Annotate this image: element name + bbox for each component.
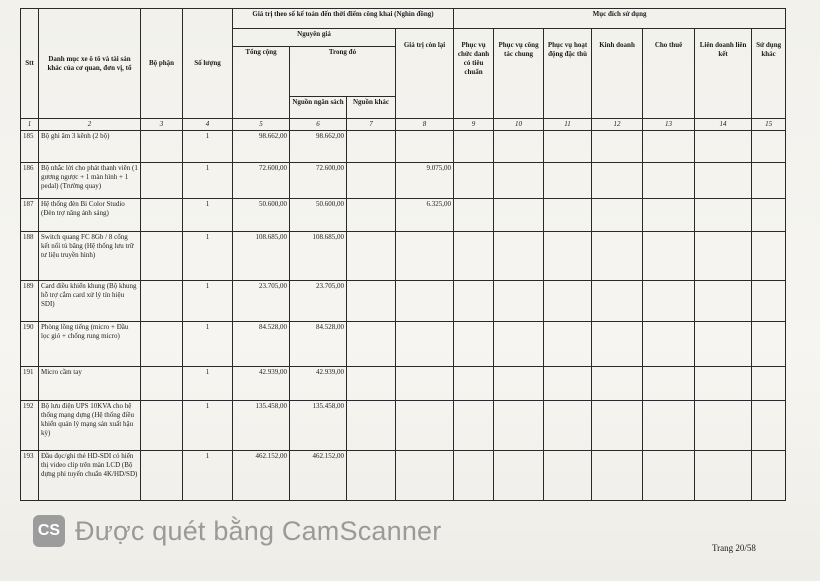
row-stt: 190: [21, 322, 39, 367]
camscanner-logo-icon: CS: [33, 515, 65, 547]
row-purpose-4: [592, 131, 643, 163]
row-item-name: Bộ ghi âm 3 kênh (2 bộ): [39, 131, 141, 163]
row-dept: [141, 401, 183, 451]
row-purpose-4: [592, 199, 643, 232]
row-other: [347, 131, 396, 163]
row-purpose-4: [592, 322, 643, 367]
row-purpose-2: [494, 367, 544, 401]
row-dept: [141, 322, 183, 367]
header-purpose-3: Phục vụ hoạt động đặc thù: [544, 29, 592, 119]
column-number: 13: [643, 119, 695, 131]
row-other: [347, 163, 396, 199]
header-book-value: Giá trị theo sổ kế toán đến thời điểm công khai (Nghìn đồng): [233, 9, 454, 29]
row-remaining: 9.075,00: [396, 163, 454, 199]
row-item-name: Bộ lưu điện UPS 10KVA cho hệ thống mạng dựng (Hệ thống điều khiển quản lý mạng sản xuất hậu kỳ): [39, 401, 141, 451]
row-qty: 1: [183, 199, 233, 232]
row-purpose-6: [695, 322, 752, 367]
row-stt: 188: [21, 232, 39, 281]
row-qty: 1: [183, 281, 233, 322]
row-purpose-1: [454, 163, 494, 199]
row-item-name: Phòng lồng tiếng (micro + Đầu lọc gió + chống rung micro): [39, 322, 141, 367]
row-purpose-5: [643, 367, 695, 401]
row-purpose-6: [695, 367, 752, 401]
row-budget: 23.705,00: [290, 281, 347, 322]
row-purpose-1: [454, 367, 494, 401]
row-remaining: [396, 322, 454, 367]
row-purpose-3: [544, 199, 592, 232]
row-purpose-2: [494, 199, 544, 232]
column-number: 2: [39, 119, 141, 131]
table-row: [21, 322, 786, 367]
row-purpose-3: [544, 232, 592, 281]
row-purpose-6: [695, 281, 752, 322]
row-purpose-6: [695, 401, 752, 451]
row-total: 72.600,00: [233, 163, 290, 199]
row-purpose-5: [643, 281, 695, 322]
row-other: [347, 232, 396, 281]
row-purpose-6: [695, 232, 752, 281]
table-row: [21, 451, 786, 501]
row-purpose-7: [752, 199, 786, 232]
row-purpose-3: [544, 367, 592, 401]
row-purpose-7: [752, 281, 786, 322]
column-number: 5: [233, 119, 290, 131]
column-number: 9: [454, 119, 494, 131]
header-remaining: Giá trị còn lại: [396, 29, 454, 119]
header-budget: Nguồn ngân sách: [290, 97, 347, 119]
row-purpose-1: [454, 401, 494, 451]
asset-table: [20, 8, 786, 501]
row-item-name: Micro cầm tay: [39, 367, 141, 401]
row-stt: 193: [21, 451, 39, 501]
row-purpose-1: [454, 322, 494, 367]
row-total: 50.600,00: [233, 199, 290, 232]
table-row: [21, 281, 786, 322]
header-stt: Stt: [21, 9, 39, 119]
row-total: 42.939,00: [233, 367, 290, 401]
row-remaining: [396, 367, 454, 401]
row-purpose-5: [643, 199, 695, 232]
row-item-name: Switch quang FC 8Gb / 8 cổng kết nối tủ băng (Hệ thống lưu trữ tư liệu truyền hình): [39, 232, 141, 281]
row-purpose-5: [643, 163, 695, 199]
row-purpose-5: [643, 401, 695, 451]
row-remaining: [396, 232, 454, 281]
row-budget: 98.662,00: [290, 131, 347, 163]
row-qty: 1: [183, 367, 233, 401]
row-other: [347, 199, 396, 232]
row-purpose-7: [752, 367, 786, 401]
column-number: 14: [695, 119, 752, 131]
column-number: 6: [290, 119, 347, 131]
header-of-which: Trong đó: [290, 47, 396, 97]
header-qty: Số lượng: [183, 9, 233, 119]
row-other: [347, 451, 396, 501]
row-stt: 192: [21, 401, 39, 451]
row-remaining: [396, 451, 454, 501]
row-remaining: [396, 281, 454, 322]
row-total: 23.705,00: [233, 281, 290, 322]
row-qty: 1: [183, 322, 233, 367]
row-qty: 1: [183, 401, 233, 451]
column-number: 4: [183, 119, 233, 131]
row-purpose-4: [592, 367, 643, 401]
table-row: [21, 131, 786, 163]
row-purpose-2: [494, 163, 544, 199]
row-dept: [141, 131, 183, 163]
row-total: 84.528,00: [233, 322, 290, 367]
row-budget: 135.458,00: [290, 401, 347, 451]
row-purpose-5: [643, 322, 695, 367]
row-purpose-6: [695, 451, 752, 501]
table-row: [21, 199, 786, 232]
row-purpose-4: [592, 401, 643, 451]
column-number: 3: [141, 119, 183, 131]
row-dept: [141, 232, 183, 281]
row-purpose-3: [544, 451, 592, 501]
column-number-row: [21, 119, 786, 131]
row-qty: 1: [183, 232, 233, 281]
table-row: [21, 401, 786, 451]
row-remaining: [396, 131, 454, 163]
column-number: 1: [21, 119, 39, 131]
row-total: 98.662,00: [233, 131, 290, 163]
row-stt: 189: [21, 281, 39, 322]
row-budget: 72.600,00: [290, 163, 347, 199]
column-number: 12: [592, 119, 643, 131]
row-remaining: [396, 401, 454, 451]
header-purpose-5: Cho thuê: [643, 29, 695, 119]
column-number: 15: [752, 119, 786, 131]
camscanner-text: Được quét bằng CamScanner: [75, 515, 442, 546]
row-purpose-1: [454, 232, 494, 281]
row-qty: 1: [183, 451, 233, 501]
header-dept: Bộ phận: [141, 9, 183, 119]
row-purpose-1: [454, 281, 494, 322]
row-dept: [141, 199, 183, 232]
row-total: 135.458,00: [233, 401, 290, 451]
row-budget: 50.600,00: [290, 199, 347, 232]
header-purpose-1: Phục vụ chức danh có tiêu chuẩn: [454, 29, 494, 119]
row-stt: 185: [21, 131, 39, 163]
table-row: [21, 367, 786, 401]
row-purpose-6: [695, 199, 752, 232]
row-purpose-2: [494, 401, 544, 451]
header-purpose: Mục đích sử dụng: [454, 9, 786, 29]
header-purpose-2: Phục vụ công tác chung: [494, 29, 544, 119]
row-purpose-3: [544, 163, 592, 199]
camscanner-watermark: [33, 515, 441, 547]
row-purpose-7: [752, 401, 786, 451]
column-number: 8: [396, 119, 454, 131]
row-purpose-1: [454, 131, 494, 163]
row-purpose-7: [752, 232, 786, 281]
row-purpose-1: [454, 451, 494, 501]
row-purpose-4: [592, 281, 643, 322]
row-stt: 187: [21, 199, 39, 232]
row-purpose-3: [544, 281, 592, 322]
row-purpose-6: [695, 131, 752, 163]
row-purpose-7: [752, 451, 786, 501]
row-purpose-6: [695, 163, 752, 199]
table-body: [21, 131, 786, 501]
row-purpose-3: [544, 131, 592, 163]
row-purpose-5: [643, 232, 695, 281]
header-original: Nguyên giá: [233, 29, 396, 47]
header-total: Tổng cộng: [233, 47, 290, 119]
header-purpose-4: Kinh doanh: [592, 29, 643, 119]
row-other: [347, 322, 396, 367]
row-purpose-5: [643, 451, 695, 501]
row-purpose-4: [592, 451, 643, 501]
header-item: Danh mục xe ô tô và tài sản khác của cơ quan, đơn vị, tổ: [39, 9, 141, 119]
row-dept: [141, 367, 183, 401]
row-purpose-2: [494, 322, 544, 367]
row-purpose-4: [592, 232, 643, 281]
row-dept: [141, 451, 183, 501]
row-purpose-4: [592, 163, 643, 199]
row-dept: [141, 281, 183, 322]
row-other: [347, 281, 396, 322]
row-item-name: Card điều khiển khung (Bộ khung hỗ trợ cắm card xử lý tín hiệu SDI): [39, 281, 141, 322]
row-total: 462.152,00: [233, 451, 290, 501]
row-budget: 108.685,00: [290, 232, 347, 281]
row-purpose-2: [494, 451, 544, 501]
table-row: [21, 163, 786, 199]
row-purpose-2: [494, 281, 544, 322]
row-other: [347, 367, 396, 401]
row-qty: 1: [183, 131, 233, 163]
page-number: Trang 20/58: [712, 543, 756, 553]
row-item-name: Đầu đọc/ghi thẻ HD-SDI có hiển thị video clip trên màn LCD (Bộ dựng phi tuyến chuẩn 4K/HD/SD): [39, 451, 141, 501]
row-purpose-7: [752, 131, 786, 163]
row-purpose-7: [752, 163, 786, 199]
row-other: [347, 401, 396, 451]
row-budget: 462.152,00: [290, 451, 347, 501]
table-row: [21, 232, 786, 281]
row-purpose-7: [752, 322, 786, 367]
column-number: 11: [544, 119, 592, 131]
row-budget: 84.528,00: [290, 322, 347, 367]
row-qty: 1: [183, 163, 233, 199]
header-other: Nguồn khác: [347, 97, 396, 119]
row-purpose-3: [544, 401, 592, 451]
row-purpose-1: [454, 199, 494, 232]
row-stt: 186: [21, 163, 39, 199]
row-purpose-2: [494, 131, 544, 163]
row-item-name: Hệ thống đèn Bi Color Studio (Đèn trợ năng ánh sáng): [39, 199, 141, 232]
header-purpose-6: Liên doanh liên kết: [695, 29, 752, 119]
row-stt: 191: [21, 367, 39, 401]
row-dept: [141, 163, 183, 199]
row-purpose-2: [494, 232, 544, 281]
row-purpose-5: [643, 131, 695, 163]
row-remaining: 6.325,00: [396, 199, 454, 232]
header-purpose-7: Sử dụng khác: [752, 29, 786, 119]
row-item-name: Bộ nhắc lời cho phát thanh viên (1 gương ngược + 1 màn hình + 1 pedal) (Trường quay): [39, 163, 141, 199]
column-number: 10: [494, 119, 544, 131]
column-number: 7: [347, 119, 396, 131]
row-total: 108.685,00: [233, 232, 290, 281]
row-budget: 42.939,00: [290, 367, 347, 401]
row-purpose-3: [544, 322, 592, 367]
